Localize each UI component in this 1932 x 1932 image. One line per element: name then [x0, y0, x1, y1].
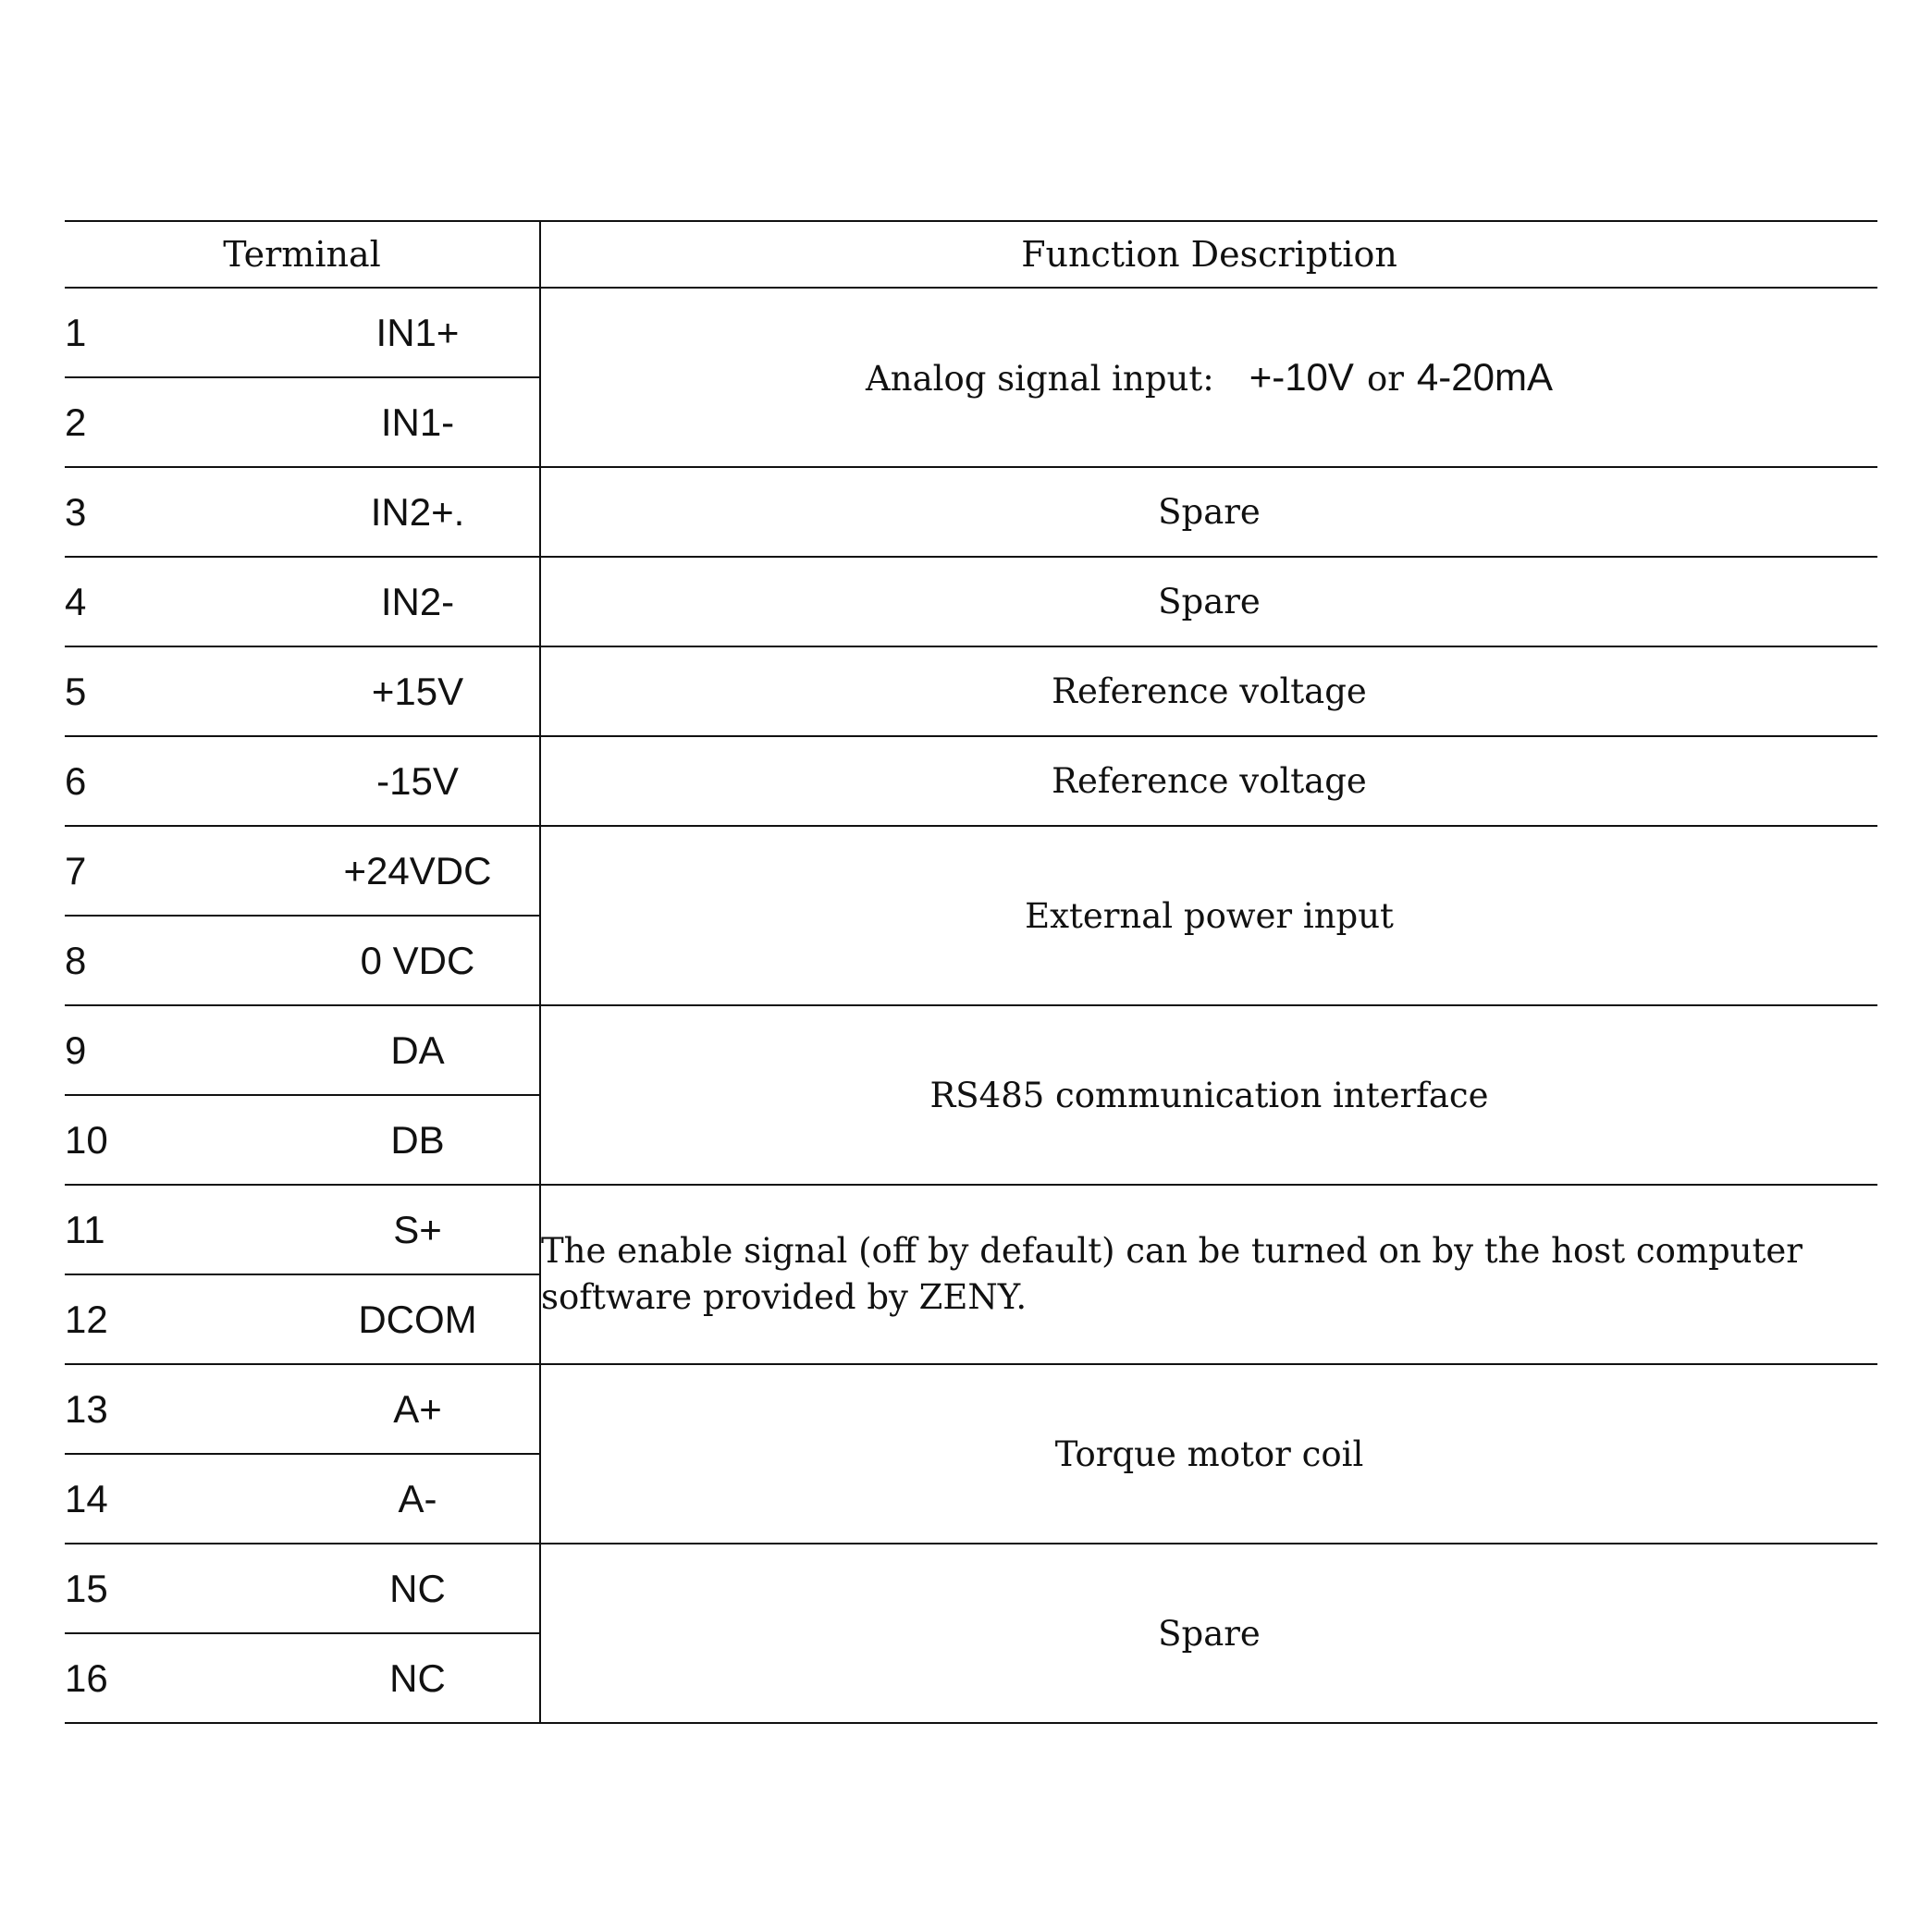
- terminal-number: 2: [65, 377, 296, 467]
- terminal-signal: DA: [296, 1005, 540, 1095]
- terminal-table-document: [65, 220, 1877, 1724]
- function-spare: Spare: [540, 467, 1877, 557]
- table-row: [65, 736, 1877, 826]
- analog-label: Analog signal input:: [866, 359, 1214, 399]
- function-analog-input: [540, 288, 1877, 467]
- function-reference-voltage: Reference voltage: [540, 736, 1877, 826]
- table-row: [65, 467, 1877, 557]
- function-spare: Spare: [540, 1544, 1877, 1723]
- header-terminal: Terminal: [65, 221, 540, 288]
- terminal-number: 15: [65, 1544, 296, 1633]
- terminal-signal: IN1-: [296, 377, 540, 467]
- function-reference-voltage: Reference voltage: [540, 646, 1877, 736]
- terminal-signal: IN2-: [296, 557, 540, 646]
- terminal-signal: DCOM: [296, 1274, 540, 1364]
- table-header-row: [65, 221, 1877, 288]
- function-enable-signal: The enable signal (off by default) can be turned on by the host computer software provided by ZENY.: [540, 1185, 1877, 1364]
- function-spare: Spare: [540, 557, 1877, 646]
- terminal-signal: NC: [296, 1633, 540, 1723]
- function-rs485: RS485 communication interface: [540, 1005, 1877, 1185]
- terminal-number: 7: [65, 826, 296, 916]
- terminal-signal: +24VDC: [296, 826, 540, 916]
- terminal-signal: A-: [296, 1454, 540, 1544]
- table-row: [65, 1005, 1877, 1095]
- terminal-number: 1: [65, 288, 296, 377]
- table-row: [65, 1185, 1877, 1274]
- terminal-signal: -15V: [296, 736, 540, 826]
- function-torque-motor-coil: Torque motor coil: [540, 1364, 1877, 1544]
- table-row: [65, 826, 1877, 916]
- terminal-signal: +15V: [296, 646, 540, 736]
- terminal-number: 16: [65, 1633, 296, 1723]
- terminal-signal: 0 VDC: [296, 916, 540, 1005]
- table-row: [65, 646, 1877, 736]
- terminal-number: 10: [65, 1095, 296, 1185]
- terminal-number: 8: [65, 916, 296, 1005]
- analog-range-current: 4-20mA: [1416, 355, 1553, 399]
- terminal-number: 9: [65, 1005, 296, 1095]
- header-function-description: Function Description: [540, 221, 1877, 288]
- terminal-number: 14: [65, 1454, 296, 1544]
- table-row: [65, 288, 1877, 377]
- terminal-signal: A+: [296, 1364, 540, 1454]
- terminal-signal: NC: [296, 1544, 540, 1633]
- terminal-signal: DB: [296, 1095, 540, 1185]
- terminal-number: 4: [65, 557, 296, 646]
- terminal-number: 3: [65, 467, 296, 557]
- table-row: [65, 1544, 1877, 1633]
- terminal-number: 12: [65, 1274, 296, 1364]
- terminal-function-table: [65, 220, 1877, 1724]
- terminal-number: 11: [65, 1185, 296, 1274]
- analog-range-voltage: +-10V: [1249, 355, 1354, 399]
- table-row: [65, 557, 1877, 646]
- terminal-number: 5: [65, 646, 296, 736]
- terminal-signal: S+: [296, 1185, 540, 1274]
- terminal-signal: IN1+: [296, 288, 540, 377]
- function-external-power: External power input: [540, 826, 1877, 1005]
- table-row: [65, 1364, 1877, 1454]
- terminal-signal: IN2+.: [296, 467, 540, 557]
- analog-or: or: [1366, 359, 1404, 399]
- terminal-number: 6: [65, 736, 296, 826]
- terminal-number: 13: [65, 1364, 296, 1454]
